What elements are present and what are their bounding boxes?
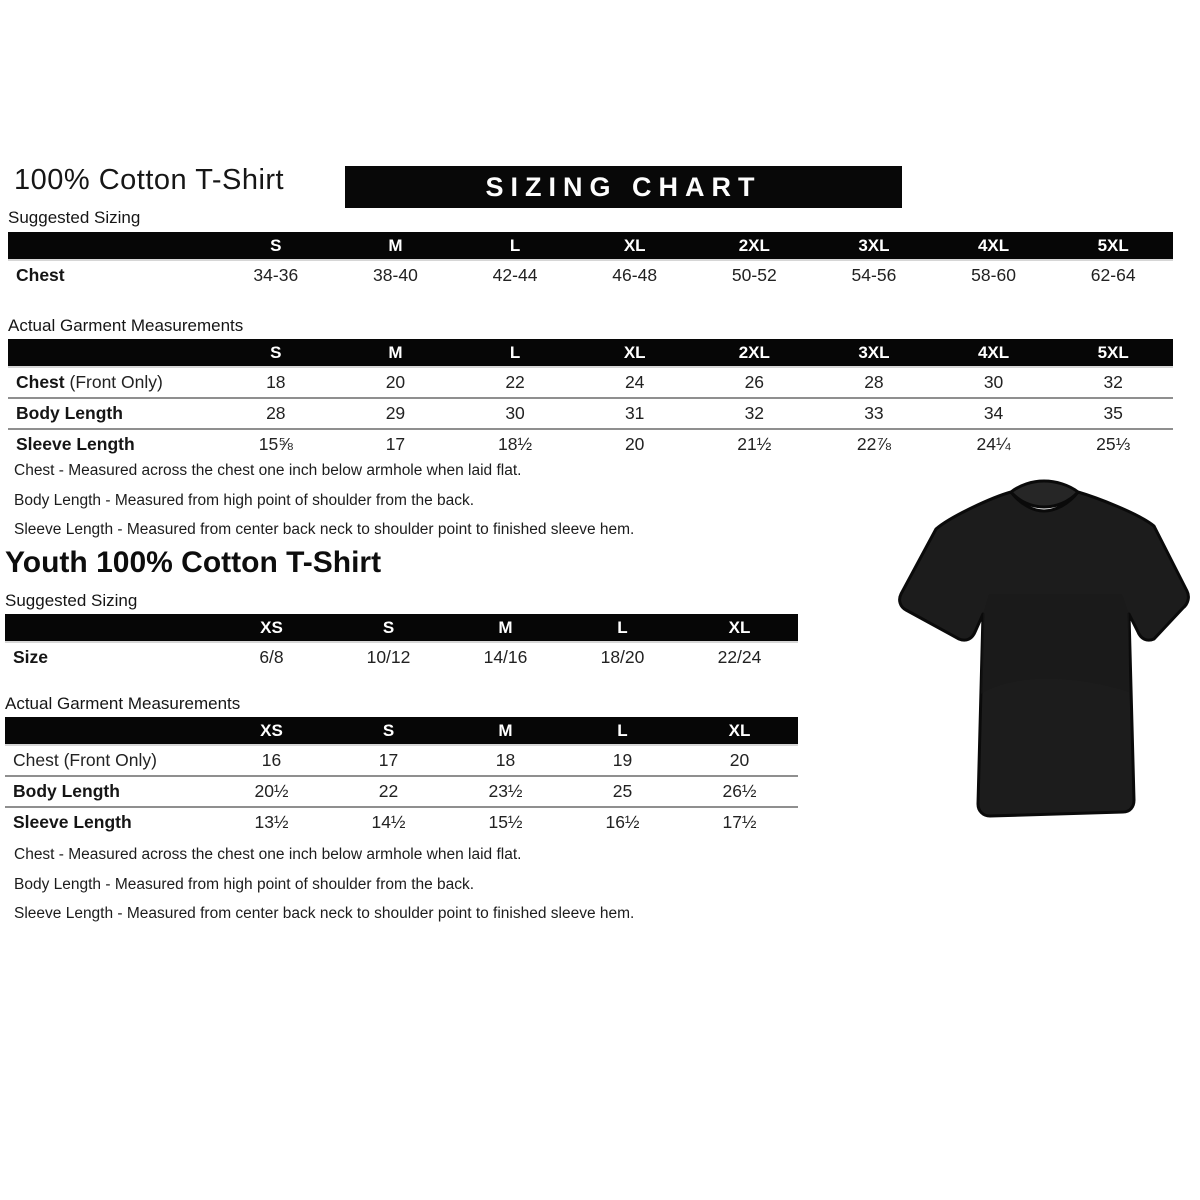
size-value: 25: [612, 781, 633, 801]
size-value: 30: [983, 372, 1004, 392]
column-header: XS: [260, 617, 283, 637]
row-label-suffix: (Front Only): [64, 372, 163, 392]
size-value: 22: [505, 372, 525, 392]
adult-suggested-sizing-label: Suggested Sizing: [8, 208, 141, 227]
column-header: S: [270, 235, 282, 255]
size-value: 34-36: [253, 265, 299, 285]
row-label-text: Chest: [16, 372, 65, 392]
size-value: 20: [729, 750, 750, 770]
size-value: 15½: [488, 812, 523, 832]
table-row: [8, 428, 1173, 459]
size-value: 62-64: [1090, 265, 1136, 285]
adult-measurement-notes: [14, 456, 844, 545]
size-value: 50-52: [731, 265, 777, 285]
size-value: 20: [385, 372, 406, 392]
size-value: 16½: [605, 812, 640, 832]
column-header: 2XL: [738, 235, 770, 255]
column-header: XL: [728, 720, 751, 740]
note-sleeve-length: Sleeve Length - Measured from center back neck to shoulder point to finished sleeve hem.: [14, 521, 635, 538]
column-header: 3XL: [858, 235, 890, 255]
note-sleeve-length: Sleeve Length - Measured from center back neck to shoulder point to finished sleeve hem.: [14, 905, 635, 922]
size-value: 17: [378, 750, 399, 770]
page-title: 100% Cotton T-Shirt: [14, 164, 285, 196]
size-value: 22: [378, 781, 399, 801]
row-label: [5, 781, 213, 802]
size-value: 32: [744, 403, 765, 423]
column-header: 2XL: [738, 342, 770, 362]
column-header: XS: [260, 720, 283, 740]
black-tshirt-image: [893, 474, 1195, 834]
youth-actual-measurements-label: Actual Garment Measurements: [5, 694, 241, 713]
table-row: [5, 775, 798, 806]
column-header: 3XL: [858, 342, 890, 362]
size-value: 28: [864, 372, 884, 392]
size-value: 10/12: [366, 647, 411, 667]
table-row: [5, 806, 798, 837]
size-value: 18/20: [600, 647, 645, 667]
adult-actual-measurements-label: Actual Garment Measurements: [8, 316, 244, 335]
table-row: [5, 746, 798, 775]
size-value: 21½: [737, 434, 772, 454]
note-body-length: Body Length - Measured from high point of shoulder from the back.: [14, 491, 475, 509]
column-header: M: [388, 235, 403, 255]
table-row: [8, 397, 1173, 428]
row-label-text: Body Length: [13, 781, 120, 801]
size-value: 16: [261, 750, 282, 770]
size-value: 58-60: [971, 265, 1016, 285]
size-value: 26: [744, 372, 765, 392]
column-header: XL: [623, 235, 646, 255]
column-header: L: [509, 235, 521, 255]
table-header-row: [8, 339, 1173, 368]
size-value: 30: [505, 403, 525, 423]
row-label: [8, 403, 216, 424]
size-value: 28: [266, 403, 286, 423]
table-header-row: [8, 232, 1173, 261]
size-value: 38-40: [373, 265, 418, 285]
size-value: 33: [864, 403, 884, 423]
row-label-text: Sleeve Length: [16, 434, 135, 454]
row-label-text: Body Length: [16, 403, 123, 423]
size-value: 26½: [722, 781, 757, 801]
table-header-row: [5, 717, 798, 746]
size-value: 17: [385, 434, 406, 454]
table-row: [5, 643, 798, 672]
row-label-text: Chest: [16, 265, 65, 285]
note-chest: Chest - Measured across the chest one inch below armhole when laid flat.: [14, 462, 522, 479]
row-label-suffix: (Front Only): [58, 750, 157, 770]
row-label: [8, 434, 216, 455]
adult-actual-measurements-table: [8, 339, 1173, 459]
column-header: S: [270, 342, 282, 362]
size-value: 46-48: [612, 265, 658, 285]
size-value: 14/16: [483, 647, 528, 667]
row-label: [5, 647, 213, 668]
row-label-text: Sleeve Length: [13, 812, 132, 832]
size-value: 35: [1103, 403, 1123, 423]
row-label: [8, 372, 216, 393]
size-value: 19: [612, 750, 633, 770]
size-value: 20: [624, 434, 645, 454]
column-header: L: [509, 342, 521, 362]
table-row: [8, 368, 1173, 397]
column-header: S: [382, 720, 395, 740]
size-value: 54-56: [851, 265, 897, 285]
row-label-text: Chest: [13, 750, 59, 770]
column-header: 4XL: [977, 235, 1010, 255]
youth-section-title: Youth 100% Cotton T-Shirt: [5, 546, 382, 579]
size-value: 29: [385, 403, 406, 423]
size-value: 6/8: [259, 647, 284, 667]
size-value: 22/24: [717, 647, 762, 667]
note-body-length: Body Length - Measured from high point of shoulder from the back.: [14, 875, 475, 893]
size-value: 25⅓: [1096, 434, 1131, 454]
youth-suggested-sizing-table: [5, 614, 798, 672]
tshirt-photo: [893, 474, 1195, 834]
size-value: 42-44: [492, 265, 538, 285]
size-value: 34: [983, 403, 1004, 423]
row-label: [5, 750, 213, 771]
size-value: 17½: [722, 812, 757, 832]
table-header-row: [5, 614, 798, 643]
size-value: 18: [266, 372, 286, 392]
size-value: 20½: [254, 781, 289, 801]
size-value: 14½: [371, 812, 406, 832]
size-value: 24¼: [976, 434, 1011, 454]
column-header: 5XL: [1097, 342, 1129, 362]
youth-measurement-notes: [14, 840, 844, 929]
sizing-chart-banner: [345, 166, 902, 208]
sizing-chart-banner-text: SIZING CHART: [485, 171, 762, 202]
column-header: 5XL: [1097, 235, 1129, 255]
column-header: 4XL: [977, 342, 1010, 362]
size-value: 15⅝: [258, 434, 293, 454]
youth-actual-measurements-table: [5, 717, 798, 837]
column-header: XL: [728, 617, 751, 637]
youth-suggested-sizing-label: Suggested Sizing: [5, 591, 138, 610]
column-header: S: [382, 617, 395, 637]
column-header: M: [388, 342, 403, 362]
size-value: 18½: [498, 434, 533, 454]
column-header: L: [617, 617, 628, 637]
column-header: XL: [623, 342, 646, 362]
column-header: M: [498, 720, 513, 740]
size-value: 23½: [488, 781, 523, 801]
size-value: 18: [495, 750, 516, 770]
table-row: [8, 261, 1173, 290]
size-value: 24: [624, 372, 645, 392]
adult-suggested-sizing-table: [8, 232, 1173, 290]
row-label: [5, 812, 213, 833]
size-value: 32: [1103, 372, 1123, 392]
column-header: L: [617, 720, 628, 740]
row-label-text: Size: [13, 647, 49, 667]
column-header: M: [498, 617, 513, 637]
note-chest: Chest - Measured across the chest one inch below armhole when laid flat.: [14, 846, 522, 863]
size-value: 22⅞: [856, 434, 891, 454]
row-label: [8, 265, 216, 286]
size-value: 13½: [254, 812, 289, 832]
size-value: 31: [624, 403, 645, 423]
